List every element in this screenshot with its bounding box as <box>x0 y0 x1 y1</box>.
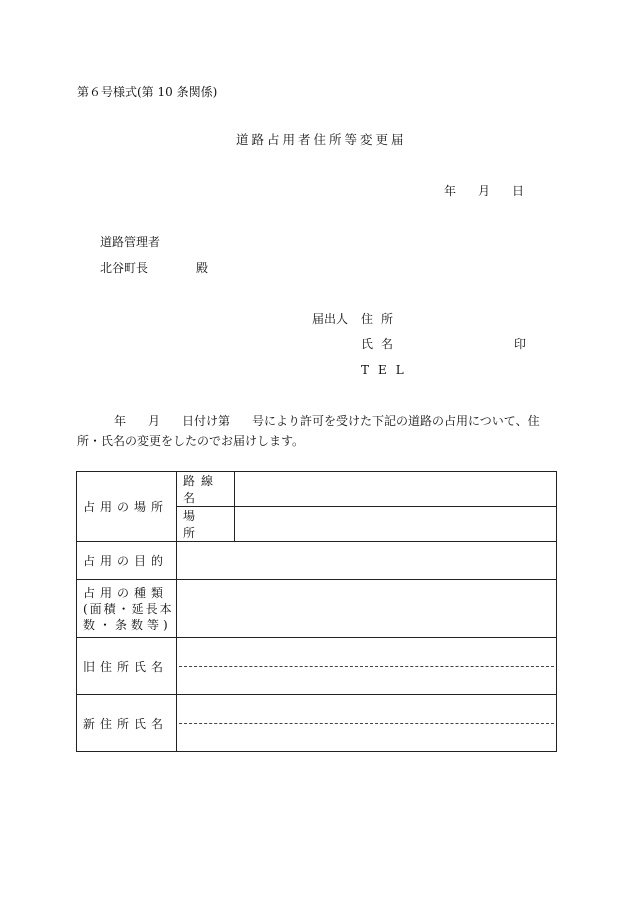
route-name-field[interactable] <box>235 472 557 507</box>
date-line <box>444 185 524 197</box>
seal-mark: 印 <box>514 337 527 351</box>
applicant-tel-label: TEL <box>361 363 413 377</box>
new-address-label: 新住所氏名 <box>77 695 177 752</box>
new-address-field[interactable] <box>177 695 557 752</box>
applicant-label: 届出人 <box>312 312 349 326</box>
place-label: 場 所 <box>177 507 235 542</box>
table-row <box>77 695 557 752</box>
date-month-label: 月 <box>478 184 491 198</box>
place-field[interactable] <box>235 507 557 542</box>
addressee-honorific: 殿 <box>196 261 209 275</box>
body-year: 年 <box>114 414 127 428</box>
table-row <box>77 580 557 638</box>
applicant-name-label: 氏名 <box>361 337 402 351</box>
body-month: 月 <box>148 414 161 428</box>
page-title: 道路占用者住所等変更届 <box>236 132 407 147</box>
addressee-line1: 道路管理者 <box>100 235 161 249</box>
kind-label-line1: 占用の種類 <box>83 585 169 600</box>
body-dated: 日付け第 <box>182 414 231 428</box>
table-row <box>77 638 557 695</box>
table-row <box>77 542 557 580</box>
date-day-label: 日 <box>512 184 525 198</box>
body-text-line2: 所・氏名の変更をしたのでお届けします。 <box>77 434 305 448</box>
purpose-field[interactable] <box>177 542 557 580</box>
form-table <box>76 471 557 752</box>
purpose-label: 占用の目的 <box>77 542 177 580</box>
kind-field[interactable] <box>177 580 557 638</box>
old-address-label: 旧住所氏名 <box>77 638 177 695</box>
applicant-address-label: 住所 <box>361 312 402 326</box>
dotted-guide-line <box>179 723 554 724</box>
form-number: 第６号様式(第 10 条関係) <box>77 85 218 99</box>
body-permit-text: 号により許可を受けた下記の道路の占用について、住 <box>252 414 540 428</box>
old-address-field[interactable] <box>177 638 557 695</box>
occupancy-location-label: 占用の場所 <box>77 472 177 542</box>
table-row <box>77 472 557 507</box>
body-text-line1 <box>114 415 540 427</box>
kind-label-line2: (面積・延長本 <box>83 601 174 616</box>
dotted-guide-line <box>179 666 554 667</box>
date-year-label: 年 <box>444 184 457 198</box>
route-name-label: 路線名 <box>177 472 235 507</box>
addressee-line2: 北谷町長 <box>100 261 149 275</box>
kind-label-line3: 数・条数等) <box>83 617 172 632</box>
kind-label <box>77 580 177 638</box>
